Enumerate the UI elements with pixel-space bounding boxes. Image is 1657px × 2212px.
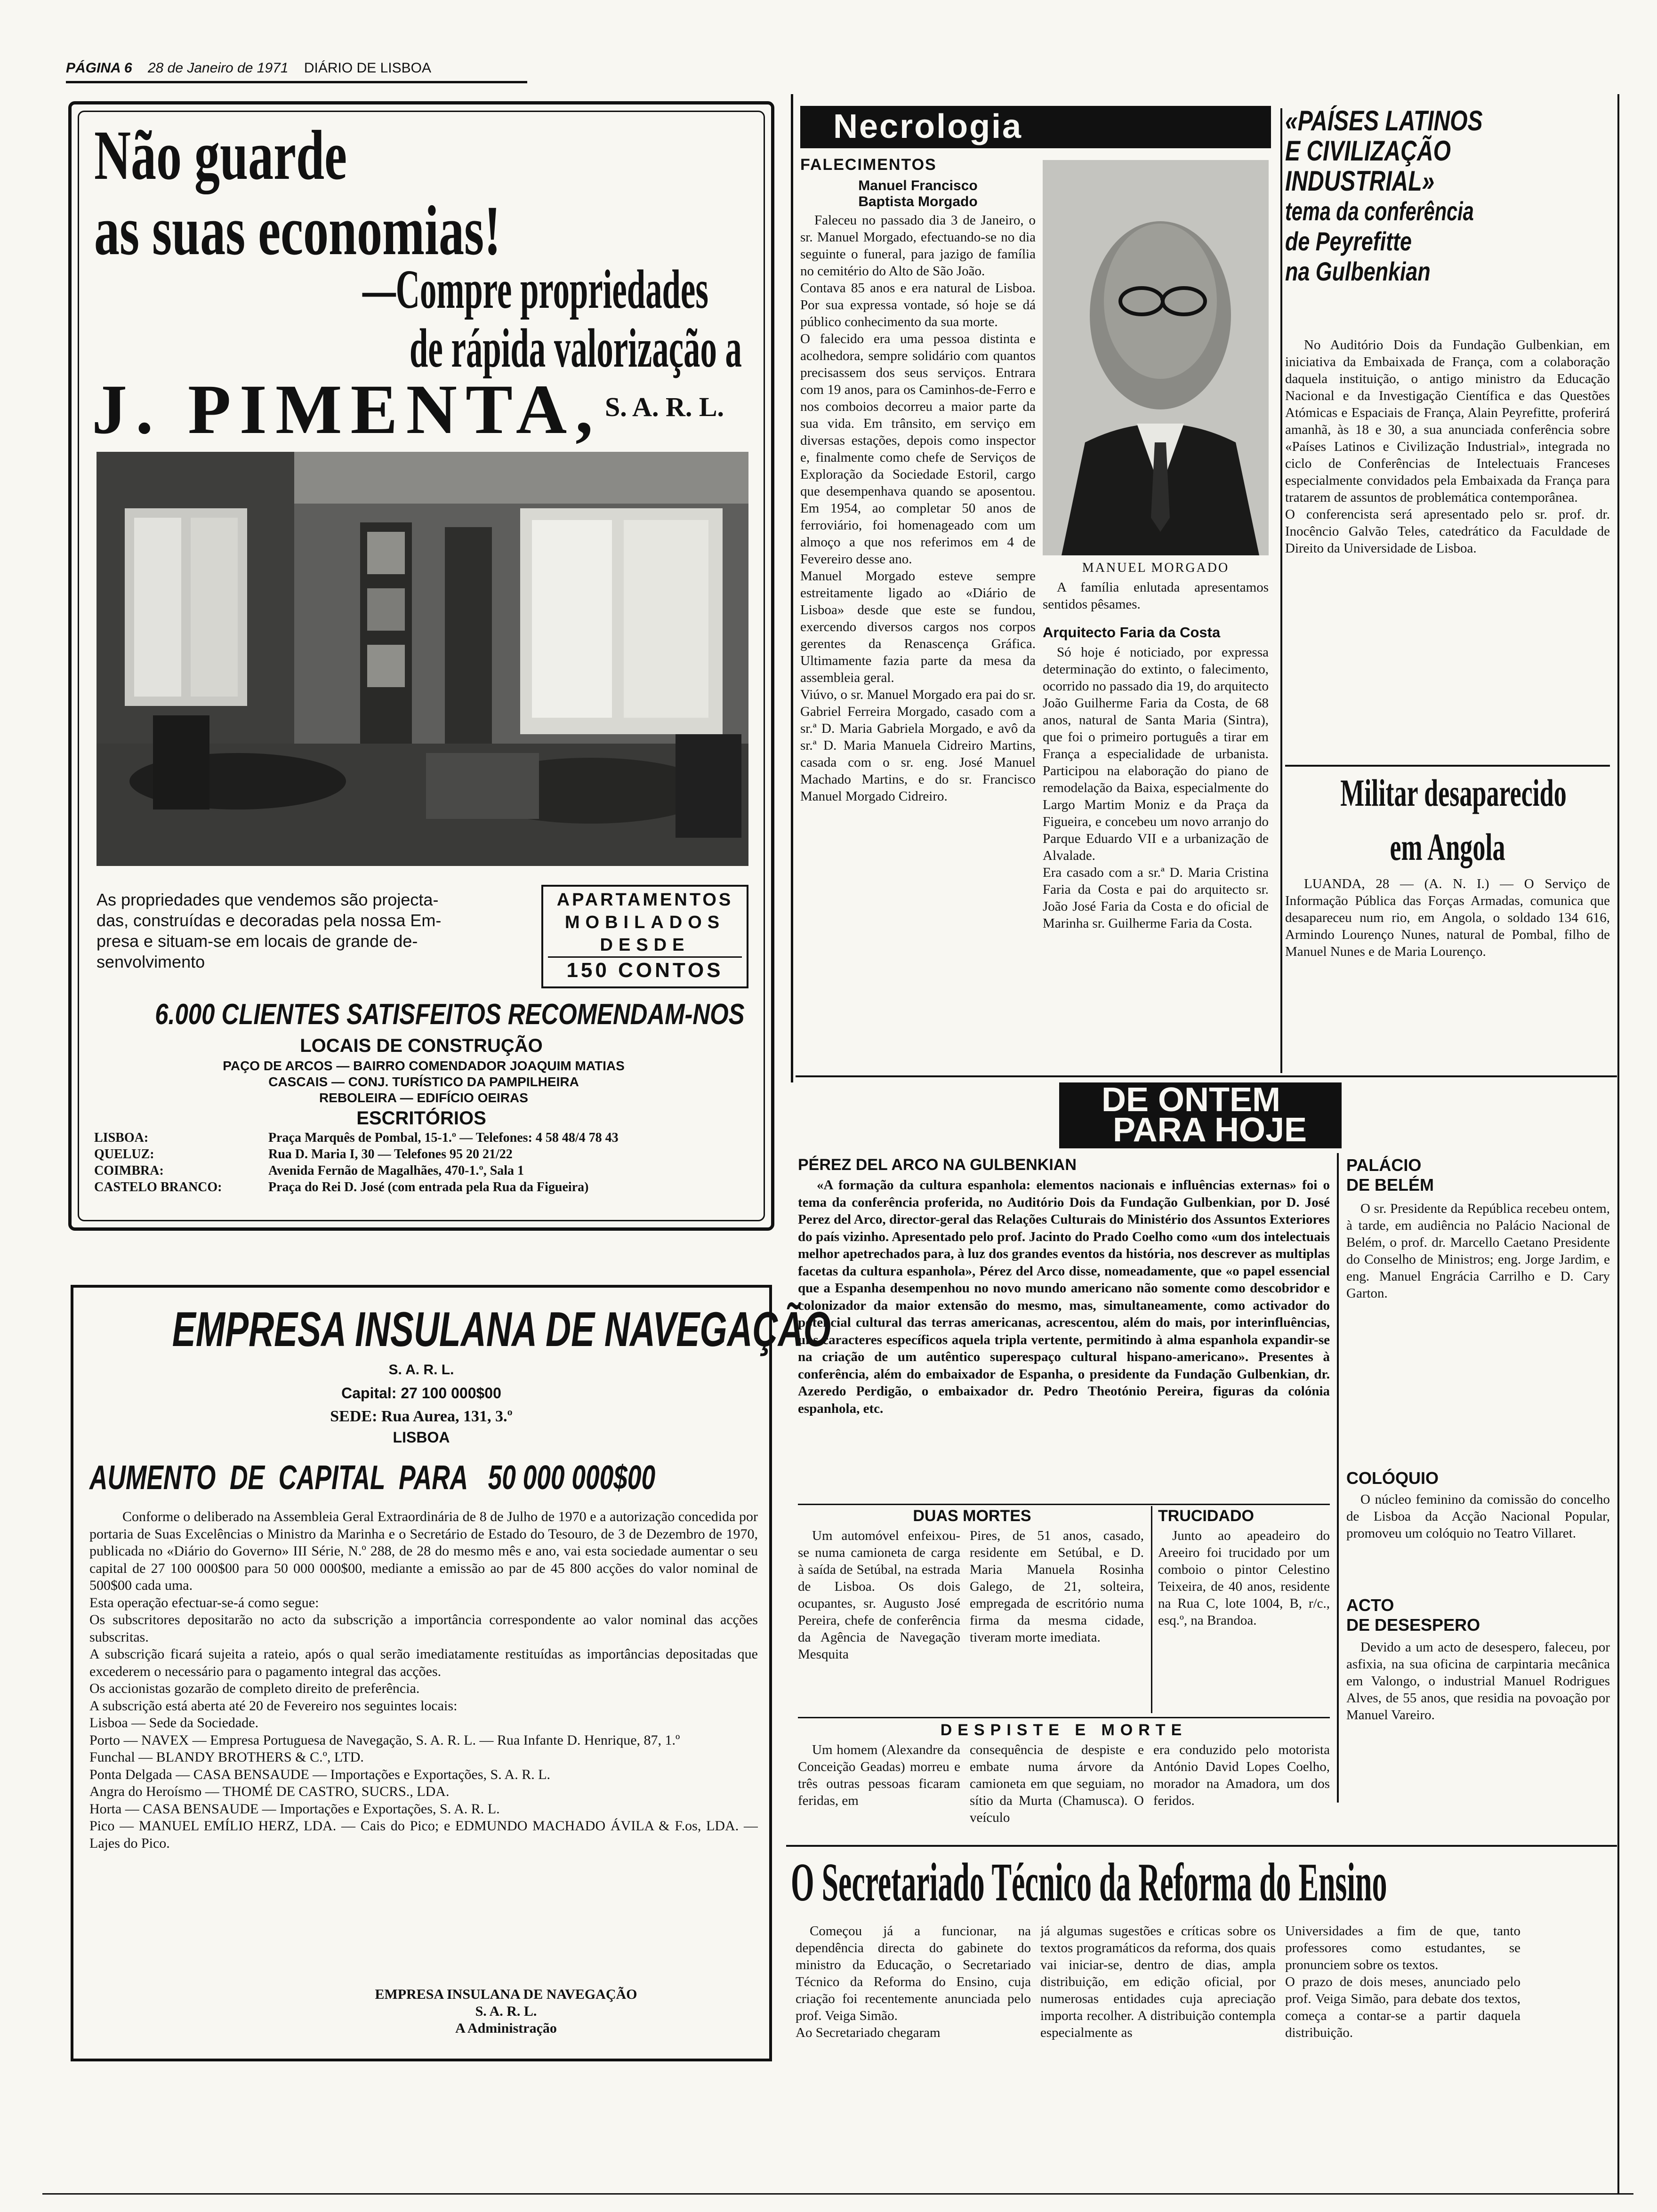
peyrefitte-headline-6: na Gulbenkian — [1285, 256, 1431, 286]
office-city: QUELUZ: — [94, 1147, 154, 1162]
office-row — [94, 1163, 763, 1180]
insulana-capital: Capital: 27 100 000$00 — [341, 1385, 501, 1402]
palacio-heading-1: PALÁCIO — [1346, 1155, 1422, 1175]
deontem-column-divider — [1337, 1153, 1339, 1803]
office-row — [94, 1147, 763, 1163]
insulana-signature-3: A Administração — [455, 2020, 557, 2036]
insulana-sarl: S. A. R. L. — [388, 1362, 454, 1378]
militar-body: LUANDA, 28 — (A. N. I.) — O Serviço de Informação Pública das Forças Armadas, comunica que desapareceu num rio, em Angola, o soldado 134 616, Armindo Lourenço Nunes, natural de Pombal, filho de Manuel Nunes e de Maria Lourenço. — [1285, 876, 1610, 959]
office-row — [94, 1130, 763, 1147]
acto-body: Devido a um acto de desespero, faleceu, por asfixia, na sua oficina de carpintaria mecânica em Valongo, o industrial Manuel Rodrigues Alves, de 55 anos, que residia na povoação por Manuel Vareiro. — [1346, 1640, 1610, 1723]
office-address: Praça Marquês de Pombal, 15-1.º — Telefones: 4 58 48/4 78 43 — [268, 1130, 619, 1145]
price-box-line-2: MOBILADOS — [564, 913, 725, 932]
despiste-rule — [798, 1717, 1330, 1718]
duas-mortes-col-1: Um automóvel enfeixou-se numa camioneta de carga à saída de Setúbal, na estrada de Lisboa. Os dois ocupantes, sr. Augusto José Pereira, chefe de conferência da Agência de Navegação Mesquita — [798, 1528, 960, 1662]
deontem-top-rule — [796, 1075, 1617, 1077]
peyrefitte-headline-4: tema da conferência — [1285, 196, 1474, 226]
acto-heading-2: DE DESESPERO — [1346, 1615, 1480, 1635]
deontem-banner-line-2: PARA HOJE — [1112, 1111, 1307, 1149]
necrologia-header — [800, 106, 1271, 148]
apartment-interior-photo — [97, 452, 748, 866]
escritorios-title: ESCRITÓRIOS — [356, 1108, 486, 1129]
office-city: COIMBRA: — [94, 1163, 164, 1178]
secretariado-top-rule — [786, 1845, 1617, 1847]
obituary-name-1: Manuel Francisco — [858, 178, 978, 193]
deontem-banner — [1059, 1082, 1342, 1148]
peyrefitte-headline — [1285, 106, 1615, 287]
despiste-col-2: consequência de despiste e embate numa árvore da camioneta em que seguiam, no sítio da Murta (Chamusca). O veículo — [970, 1742, 1144, 1825]
palacio-heading-2: DE BELÉM — [1346, 1175, 1434, 1194]
masthead-rule — [66, 81, 527, 83]
militar-headline-2: em Angola — [1390, 825, 1505, 868]
palacio-body: O sr. Presidente da República recebeu ontem, à tarde, em audiência no Palácio Nacional de Belém, o prof. dr. Marcello Caetano Presidente do Conselho de Ministros; eng. Jorge Jardim, e eng. Manuel Engrácia Carrilho e D. Cary Garton. — [1346, 1201, 1610, 1301]
falecimentos-heading: FALECIMENTOS — [800, 156, 937, 174]
acto-heading — [1346, 1595, 1610, 1635]
pimenta-headline-2: as suas economias! — [94, 192, 501, 270]
peyrefitte-headline-2: E CIVILIZAÇÃO — [1285, 135, 1451, 167]
insulana-signature-2: S. A. R. L. — [475, 2004, 537, 2019]
masthead-date: 28 de Janeiro de 1971 — [147, 60, 289, 76]
price-box — [541, 885, 748, 988]
office-address: Praça do Rei D. José (com entrada pela Rua da Figueira) — [268, 1180, 589, 1194]
secretariado-headline: O Secretariado Técnico da Reforma do Ensino — [791, 1852, 1387, 1913]
secretariado-col-1: Começou já a funcionar, na dependência directa do gabinete do ministro da Educação, o Secretariado Técnico da Reforma do Ensino, cuja criação foi recentemente anunciada pelo prof. Veiga Simão. Ao Secretariado chegaram — [796, 1923, 1031, 2040]
despiste-col-1: Um homem (Alexandre da Conceição Geadas) morreu e três outras pessoas ficaram feridas, em — [798, 1742, 960, 1808]
despiste-col-3: era conduzido pelo motorista António David Lopes Coelho, morador na Amadora, um dos feridos. — [1153, 1742, 1330, 1808]
obituary-name-2: Baptista Morgado — [858, 194, 978, 209]
militar-top-rule — [1285, 765, 1610, 767]
masthead-paper: DIÁRIO DE LISBOA — [304, 60, 431, 76]
necrologia-header-title: Necrologia — [833, 108, 1023, 145]
duas-mortes-heading: DUAS MORTES — [913, 1507, 1031, 1525]
price-box-line-4: 150 CONTOS — [548, 956, 742, 983]
locais-list — [165, 1058, 683, 1106]
price-box-line-3: DESDE — [600, 935, 690, 955]
page-number: PÁGINA 6 — [66, 60, 132, 76]
arquitecto-heading: Arquitecto Faria da Costa — [1043, 624, 1221, 641]
peyrefitte-body: No Auditório Dois da Fundação Gulbenkian, em iniciativa da Embaixada de França, com a colaboração daquela instituição, o antigo ministro da Educação Nacional e da Investigação Científica e das Questões Atómicas e Espaciais de França, Alain Peyrefitte, proferirá amanhã, às 18 e 30, a sua anunciada conferência sobre «Países Latinos e Civilização Industrial», integrada no ciclo de Conferências de Intelectuais Franceses especialmente convidados pela Embaixada da França para tratarem de assuntos de problemática contemporânea. O conferencista será apresentado pelo sr. prof. dr. Inocêncio Galvão Teles, catedrático da Faculdade de Direito da Universidade de Lisboa. — [1285, 337, 1610, 556]
insulana-body: Conforme o deliberado na Assembleia Geral Extraordinária de 8 de Julho de 1970 e a autorização concedida por portaria de Suas Excelências o Ministro da Marinha e o Secretário de Estado do Tesouro, de 3 de Dezembro de 1970, publicada no «Diário do Governo» III Série, N.º 288, de 28 do mesmo mês e ano, vai esta sociedade aumentar o seu capital de 27 100 000$00 para 50 000 000$00, mediante a emissão ao par de 45 800 acções do valor nominal de 500$00 cada uma. Esta operação efectuar-se-á como segue: Os subscritores depositarão no acto da subscrição a importância correspondente ao valor nominal das acções subscritas. A subscrição ficará sujeita a rateio, após o qual serão imediatamente restituídas as importâncias depositadas que excederem o necessário para o pagamento integral das acções. Os accionistas gozarão de completo direito de preferência. A subscrição está aberta até 20 de Fevereiro nos seguintes locais: Lisboa — Sede da Sociedade. Porto — NAVEX — Empresa Portuguesa de Navegação, S. A. R. L. — Rua Infante D. Henrique, 87, 1.º Funchal — BLANDY BROTHERS & C.º, LTD. Ponta Delgada — CASA BENSAUDE — Importações e Exportações, S. A. R. L. Angra do Heroísmo — THOMÉ DE CASTRO, SUCRS., LDA. Horta — CASA BENSAUDE — Importações e Exportações, S. A. R. L. Pico — MANUEL EMÍLIO HERZ, LDA. — Cais do Pico; e EDMUNDO MACHADO ÁVILA & F.os, LDA. — Lajes do Pico. — [89, 1509, 758, 1851]
despiste-heading: DESPISTE E MORTE — [940, 1721, 1188, 1739]
coloquio-heading: COLÓQUIO — [1346, 1468, 1439, 1488]
locais-item: PAÇO DE ARCOS — BAIRRO COMENDADOR JOAQUIM MATIAS — [223, 1058, 625, 1073]
pimenta-headline-4: de rápida valorização a — [410, 317, 742, 379]
pimenta-description: As propriedades que vendemos são projecta- das, construídas e decoradas pela nossa Em- presa e situam-se em locais de grande de- senvolvimento — [97, 890, 442, 971]
locais-title: LOCAIS DE CONSTRUÇÃO — [300, 1035, 543, 1056]
clients-banner: 6.000 CLIENTES SATISFEITOS RECOMENDAM-NOS — [155, 998, 745, 1031]
secretariado-col-2: já algumas sugestões e críticas sobre os textos programáticos da reforma, dos quais vai iniciar-se, dentro de dias, ampla distribuição, em edição oficial, por numerosas entidades cuja apreciação importa recolher. A distribuição contempla especialmente as — [1040, 1923, 1276, 2040]
pimenta-headline-1: Não guarde — [94, 116, 347, 194]
office-city: CASTELO BRANCO: — [94, 1180, 222, 1194]
acto-heading-1: ACTO — [1346, 1595, 1394, 1615]
office-city: LISBOA: — [94, 1130, 149, 1145]
obituary-morgado-body: Faleceu no passado dia 3 de Janeiro, o sr. Manuel Morgado, efectuando-se no dia seguinte o funeral, para jazigo de família no cemitério do Alto de São João. Contava 85 anos e era natural de Lisboa. Por sua expressa vontade, só hoje se dá público conhecimento da sua morte. O falecido era uma pessoa distinta e acolhedora, sempre solidário com quantos precisassem dos seus serviços. Entrara com 19 anos, para os Caminhos-de-Ferro e nos comboios decorreu a maior parte da sua vida. Em trânsito, em serviço em diversas estações, depois como inspector e, finalmente como chefe de Serviços de Exploração da Sociedade Estoril, cargo que desempenhava quando se aposentou. Em 1954, ao completar 50 anos de ferroviário, foi homenageado com um almoço a que nos referimos em 4 de Fevereiro desse ano. Manuel Morgado esteve sempre estreitamente ligado ao «Diário de Lisboa» desde que este se fundou, exercendo diversos cargos nos corpos gerentes da Renascença Gráfica. Ultimamente fazia parte da mesa da assembleia geral. Viúvo, o sr. Manuel Morgado era pai do sr. Gabriel Ferreira Morgado, casado com a sr.ª D. Maria Gabriela Morgado, e avô da sr.ª D. Maria Manuela Cidreiro Martins, casada com o sr. eng. José Manuel Machado Martins, e do sr. Francisco Manuel Morgado Cidreiro. — [800, 213, 1036, 804]
page-bottom-rule — [42, 2193, 1633, 2195]
office-address: Avenida Fernão de Magalhães, 470-1.º, Sala 1 — [268, 1163, 524, 1178]
locais-item: REBOLEIRA — EDIFÍCIO OEIRAS — [319, 1090, 528, 1105]
insulana-signature-1: EMPRESA INSULANA DE NAVEGAÇÃO — [375, 1987, 637, 2002]
price-box-line-1: APARTAMENTOS — [556, 890, 733, 910]
obituary-condolences: A família enlutada apresentamos sentidos pêsames. — [1043, 580, 1269, 612]
manuel-morgado-portrait — [1043, 160, 1269, 555]
office-address: Rua D. Maria I, 30 — Telefones 95 20 21/22 — [268, 1147, 513, 1162]
duas-mortes-rule — [798, 1504, 1330, 1505]
pimenta-sarl: S. A. R. L. — [605, 392, 724, 422]
portrait-caption: MANUEL MORGADO — [1082, 561, 1230, 575]
page-right-border — [1617, 94, 1619, 2193]
duas-mortes-col-2: Pires, de 51 anos, casado, residente em Setúbal, e D. Maria Manuela Rosinha Galego, de 21, solteira, empregada de escritório numa firma da mesma cidade, tiveram morte imediata. — [970, 1528, 1144, 1645]
perez-heading: PÉREZ DEL ARCO NA GULBENKIAN — [798, 1156, 1077, 1174]
coloquio-body: O núcleo feminino da comissão do concelho de Lisboa da Acção Nacional Popular, promoveu um colóquio no Teatro Villaret. — [1346, 1492, 1610, 1541]
locais-item: CASCAIS — CONJ. TURÍSTICO DA PAMPILHEIRA — [268, 1074, 579, 1089]
insulana-title: EMPRESA INSULANA DE NAVEGAÇÃO — [172, 1302, 831, 1357]
deontem-banner-line-1: DE ONTEM — [1101, 1081, 1280, 1119]
column-divider — [1280, 108, 1282, 1073]
insulana-sede: SEDE: Rua Aurea, 131, 3.º — [330, 1408, 513, 1425]
militar-headline-1: Militar desaparecido — [1340, 771, 1567, 814]
peyrefitte-headline-3: INDUSTRIAL» — [1285, 165, 1435, 197]
masthead — [66, 60, 527, 81]
insulana-aumento: AUMENTO DE CAPITAL PARA 50 000 000$00 — [89, 1459, 656, 1497]
perez-body: «A formação da cultura espanhola: elementos nacionais e influências externas» foi o tema da conferência proferida, no Auditório Dois da Fundação Gulbenkian, por D. José Perez del Arco, director-geral das Relações Culturais do Ministério dos Assuntos Exteriores do país vizinho. Apresentado pelo prof. Jacinto do Prado Coelho como «um dos intelectuais melhor apetrechados para, à luz dos grandes eventos da história, nos descrever as multiplas facetas da cultura espanhola», Pérez del Arco disse, nomeadamente, que «o papel essencial que a Espanha desempenhou no novo mundo americano não somente como descobridor e colonizador da maior extensão do mesmo, mas, simultaneamente, como activador do potencial cultural das terras americanas, acrescentou, além do mais, por interinfluências, uns caracteres específicos aquela tripla vertente, permitindo à alma espanhola expandir-se na criação de um autêntico superespaço cultural hispano-americano». Presentes à conferência, além do embaixador de Espanha, o presidente da Fundação Gulbenkian, dr. Azeredo Perdigão, o embaixador dr. Pedro Theotónio Pereira, figuras da colónia espanhola, etc. — [798, 1178, 1330, 1416]
palacio-heading — [1346, 1155, 1610, 1195]
column-divider — [791, 94, 793, 1082]
offices-list — [94, 1130, 763, 1196]
pimenta-company-name: J. PIMENTA, — [92, 370, 602, 449]
obituary-faria-costa-body: Só hoje é noticiado, por expressa determinação do extinto, o falecimento, ocorrido no passado dia 19, do arquitecto João Guilherme Faria da Costa, de 68 anos, natural de Santa Maria (Sintra), que foi o primeiro português a tirar em França a especialidade de urbanista. Participou na elaboração do piano de remodelação da Baixa, especialmente do Largo Martim Moniz e da Praça da Figueira, e concebeu um novo arranjo do Parque Eduardo VII e a urbanização de Alvalade. Era casado com a sr.ª D. Maria Cristina Faria da Costa e pai do arquitecto sr. João José Faria da Costa e do oficial de Marinha sr. Guilherme Faria da Costa. — [1043, 645, 1269, 931]
peyrefitte-headline-1: «PAÍSES LATINOS — [1285, 105, 1483, 136]
trucidado-divider — [1151, 1506, 1152, 1713]
office-row — [94, 1180, 763, 1196]
insulana-lisboa: LISBOA — [393, 1429, 450, 1446]
trucidado-body: Junto ao apeadeiro do Areeiro foi trucidado por um comboio o pintor Celestino Teixeira, de 40 anos, residente na Rua C, lote 1004, B, r/c., esq.º, na Brandoa. — [1158, 1528, 1330, 1628]
pimenta-headline-3: —Compre propriedades — [362, 258, 708, 320]
secretariado-col-3: Universidades a fim de que, tanto professores como estudantes, se pronunciem sobre os textos. O prazo de dois meses, anunciado pelo prof. Veiga Simão, para debate dos textos, começa a contar-se a partir daquela distribuição. — [1285, 1923, 1520, 2040]
peyrefitte-headline-5: de Peyrefitte — [1285, 226, 1412, 256]
trucidado-heading: TRUCIDADO — [1158, 1507, 1254, 1525]
